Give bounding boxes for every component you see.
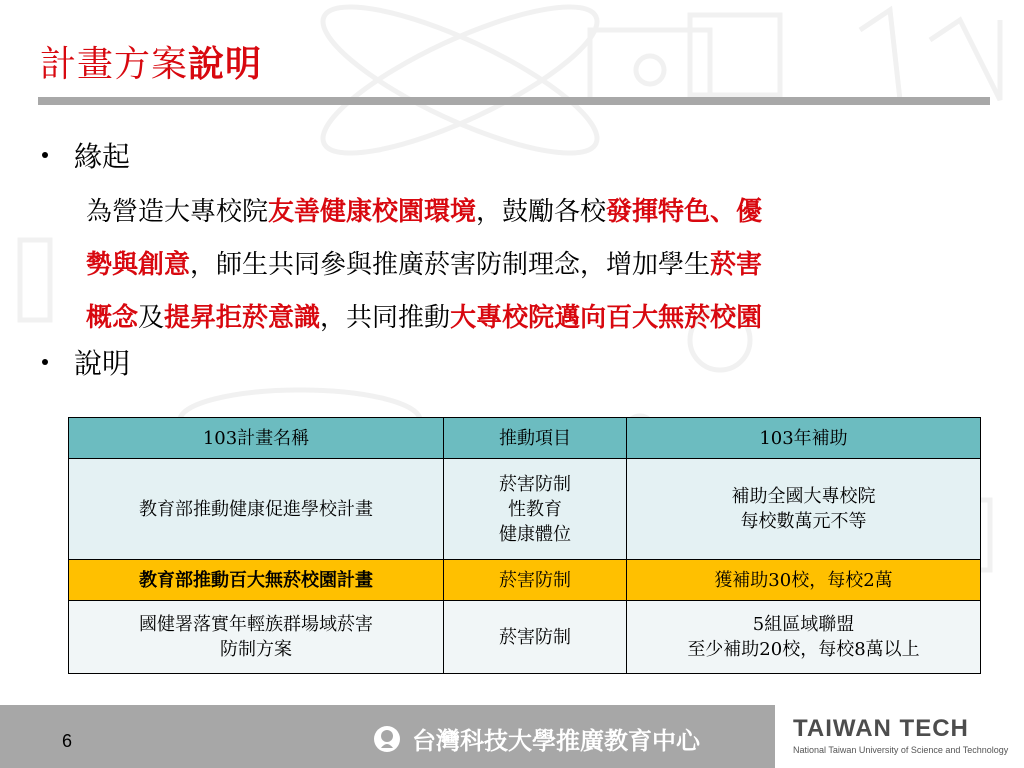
highlight-run: 大專校院邁向百大無菸校園 (450, 303, 763, 333)
cell-line: 菸害防制 (499, 626, 571, 648)
paragraph-line-3 (86, 292, 986, 345)
cell-plan-name (69, 601, 444, 674)
text-run: ，鼓勵各校 (476, 197, 607, 227)
cell-line: 補助全國大專校院 (731, 486, 876, 507)
col-header-plan-name: 103計畫名稱 (69, 418, 444, 459)
highlight-run: 發揮特色、優 (606, 197, 763, 227)
table-row (69, 601, 981, 674)
brand-name: TAIWAN TECH (793, 715, 969, 742)
origin-paragraph (86, 186, 986, 345)
cell-line: 每校數萬元不等 (740, 511, 867, 532)
page-title-part2: 說明 (188, 44, 263, 85)
cell-line: 教育部推動健康促進學校計畫 (139, 498, 373, 520)
col-header-subsidy: 103年補助 (627, 418, 981, 459)
cell-line: 5組區域聯盟 (752, 614, 855, 635)
bullet-origin-label: 緣起 (74, 140, 131, 173)
footer-bar (0, 705, 1024, 768)
cell-subsidy (627, 459, 981, 560)
paragraph-line-1 (86, 186, 986, 239)
table-row-highlighted (69, 560, 981, 601)
center-name: 台灣科技大學推廣教育中心 (412, 727, 700, 755)
text-run: 為營造大專校院 (86, 197, 269, 227)
cell-line: 性教育 (508, 498, 562, 520)
center-emblem-icon (372, 724, 402, 754)
bullet-dot-icon (42, 359, 48, 365)
cell-items (444, 459, 627, 560)
cell-line: 至少補助20校，每校8萬以上 (687, 639, 920, 660)
cell-items (444, 601, 627, 674)
cell-line: 菸害防制 (499, 473, 571, 495)
paragraph-line-2 (86, 239, 986, 292)
page-title-part1: 計畫方案 (40, 44, 189, 85)
table-row (69, 459, 981, 560)
plan-table (68, 417, 981, 674)
highlight-run: 勢與創意 (86, 250, 191, 280)
bullet-description (40, 342, 130, 382)
cell-line: 教育部推動百大無菸校園計畫 (139, 569, 373, 591)
page-title (40, 36, 262, 87)
brand-logo (775, 705, 1024, 768)
cell-subsidy (627, 560, 981, 601)
bullet-origin (40, 135, 130, 175)
text-run: ，師生共同參與推廣菸害防制理念，增加學生 (190, 250, 711, 280)
page-number: 6 (62, 731, 73, 751)
col-header-items: 推動項目 (444, 418, 627, 459)
highlight-run: 菸害 (710, 250, 763, 280)
cell-subsidy (627, 601, 981, 674)
cell-plan-name (69, 560, 444, 601)
center-logo (372, 721, 700, 756)
text-run: 及 (138, 303, 165, 333)
highlight-run: 概念 (86, 303, 139, 333)
table-header-row (69, 418, 981, 459)
cell-items (444, 560, 627, 601)
cell-plan-name (69, 459, 444, 560)
cell-line: 健康體位 (499, 523, 571, 545)
bullet-description-label: 說明 (74, 347, 131, 380)
highlight-run: 提昇拒菸意識 (164, 303, 321, 333)
cell-line: 防制方案 (220, 639, 292, 660)
title-divider (38, 97, 990, 105)
highlight-run: 友善健康校園環境 (268, 197, 477, 227)
cell-line: 國健署落實年輕族群場域菸害 (139, 614, 373, 635)
bullet-dot-icon (42, 152, 48, 158)
text-run: ，共同推動 (320, 303, 451, 333)
cell-line: 獲補助30校，每校2萬 (714, 569, 893, 591)
cell-line: 菸害防制 (499, 569, 571, 591)
brand-subtitle: National Taiwan University of Science and Technology (793, 745, 1009, 755)
